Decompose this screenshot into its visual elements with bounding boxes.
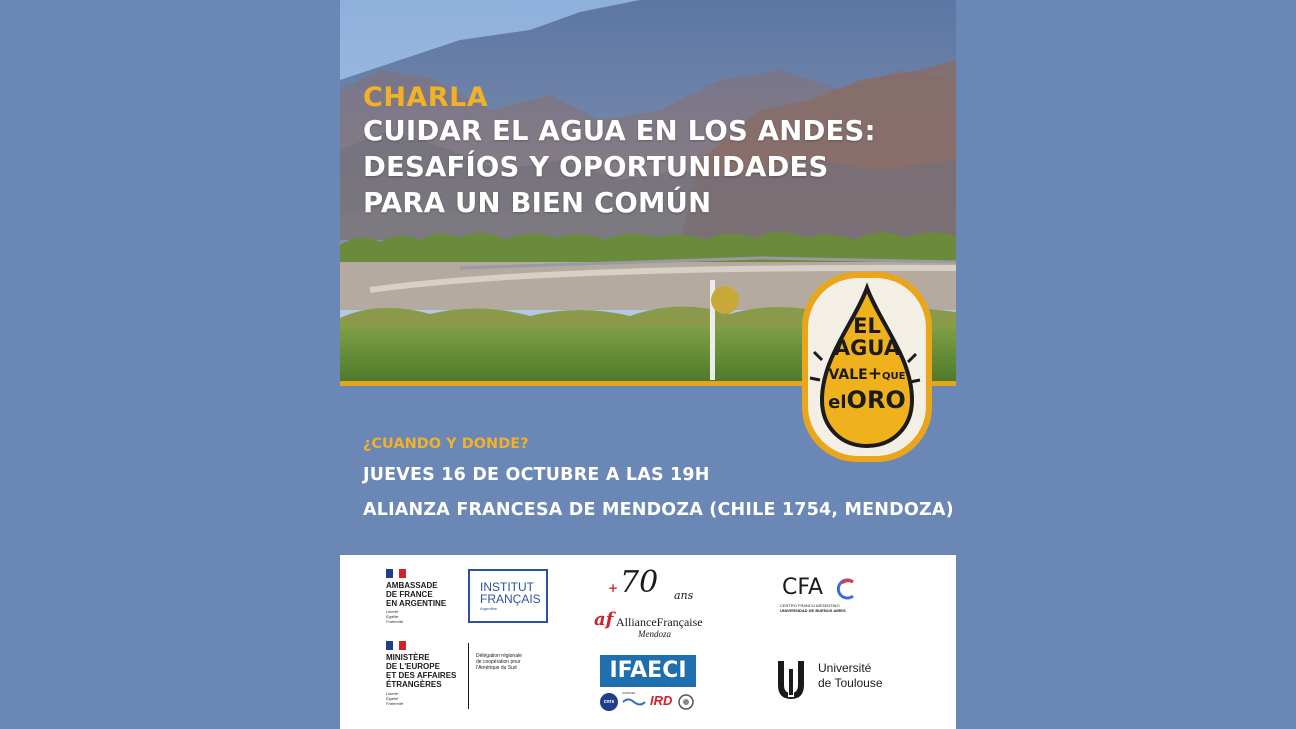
embassy-line-3: EN ARGENTINE — [386, 599, 447, 608]
badge-vale: VALE — [828, 367, 868, 383]
badge-el-lower: el — [828, 392, 847, 413]
universite-toulouse-logo — [774, 655, 914, 707]
badge-que: QUE — [882, 371, 906, 382]
french-flag-icon — [386, 569, 406, 578]
embassy-line-1: AMBASSADE — [386, 581, 438, 590]
alliance-francaise-logo — [590, 565, 720, 641]
alliance-plus: + — [608, 581, 619, 595]
alliance-city: Mendoza — [638, 629, 671, 639]
badge-word-el: EL — [853, 314, 881, 338]
french-flag-icon — [386, 641, 406, 650]
ifaeci-logo — [598, 653, 698, 715]
ministere-logo — [386, 641, 586, 715]
badge-oro: ORO — [846, 386, 906, 414]
alliance-af: af — [594, 609, 614, 630]
ministere-motto-3: Fraternité — [386, 701, 404, 706]
sponsor-logos — [340, 555, 956, 729]
alliance-70: 70 — [620, 565, 659, 600]
toulouse-u-icon — [774, 657, 810, 703]
badge-word-vale — [800, 364, 934, 384]
when-where-heading: ¿CUANDO Y DONDE? — [363, 436, 529, 452]
title-line-2: DESAFÍOS Y OPORTUNIDADES — [363, 151, 829, 183]
embassy-motto-2: Égalité — [386, 614, 399, 619]
title-line-3: PARA UN BIEN COMÚN — [363, 187, 712, 219]
institut-sub: Argentine — [480, 606, 498, 611]
toulouse-line-1: Université — [818, 661, 872, 675]
delegation-line-3: l'Amérique du Sud — [476, 665, 517, 671]
event-type-label: CHARLA — [363, 82, 489, 113]
event-date: JUEVES 16 DE OCTUBRE A LAS 19H — [363, 465, 710, 485]
ifaeci-name: IFAECI — [600, 655, 696, 687]
ministere-divider — [468, 643, 469, 709]
toulouse-line-2: de Toulouse — [818, 676, 883, 690]
cfa-sub-2: UNIVERSIDAD DE BUENOS AIRES — [780, 608, 846, 613]
conicet-label: CONICET — [622, 691, 636, 695]
ministere-line-2: DE L'EUROPE — [386, 662, 440, 671]
institut-line-1: INSTITUT — [480, 580, 534, 594]
cfa-logo — [760, 569, 890, 621]
event-poster — [340, 0, 956, 729]
ministere-line-1: MINISTÈRE — [386, 653, 430, 662]
water-drop-badge — [800, 268, 934, 466]
conicet-wave-icon — [622, 697, 646, 707]
delegation-line-2: de coopération pour — [476, 659, 521, 665]
ministere-line-3: ET DES AFFAIRES — [386, 671, 457, 680]
embassy-logo — [386, 569, 460, 631]
cfa-name: CFA — [782, 575, 824, 600]
ministere-line-4: ÉTRANGÈRES — [386, 680, 442, 689]
embassy-motto-1: Liberté — [386, 609, 399, 614]
alliance-name: AllianceFrançaise — [616, 615, 703, 629]
badge-word-agua: AGUA — [833, 336, 901, 360]
institut-line-2: FRANÇAIS — [480, 592, 541, 606]
ministere-motto-1: Liberté — [386, 691, 399, 696]
title-line-1: CUIDAR EL AGUA EN LOS ANDES: — [363, 115, 876, 147]
badge-word-oro — [800, 386, 934, 414]
cnrs-icon: cnrs — [600, 693, 618, 711]
embassy-line-2: DE FRANCE — [386, 590, 433, 599]
ird-label: IRD — [650, 693, 673, 708]
cfa-sub-1: CENTRO FRANCO ARGENTINO — [780, 603, 840, 608]
delegation-line-1: Délégation régionale — [476, 653, 522, 659]
embassy-motto-3: Fraternité — [386, 619, 404, 624]
university-seal-icon — [678, 694, 694, 710]
ministere-motto-2: Égalité — [386, 696, 399, 701]
cfa-c-icon — [836, 578, 858, 600]
institut-francais-logo — [468, 569, 548, 623]
event-place: ALIANZA FRANCESA DE MENDOZA (CHILE 1754, MENDOZA) — [363, 500, 954, 520]
title-block — [363, 82, 876, 221]
badge-plus: + — [867, 364, 882, 384]
alliance-ans: ans — [674, 589, 694, 602]
